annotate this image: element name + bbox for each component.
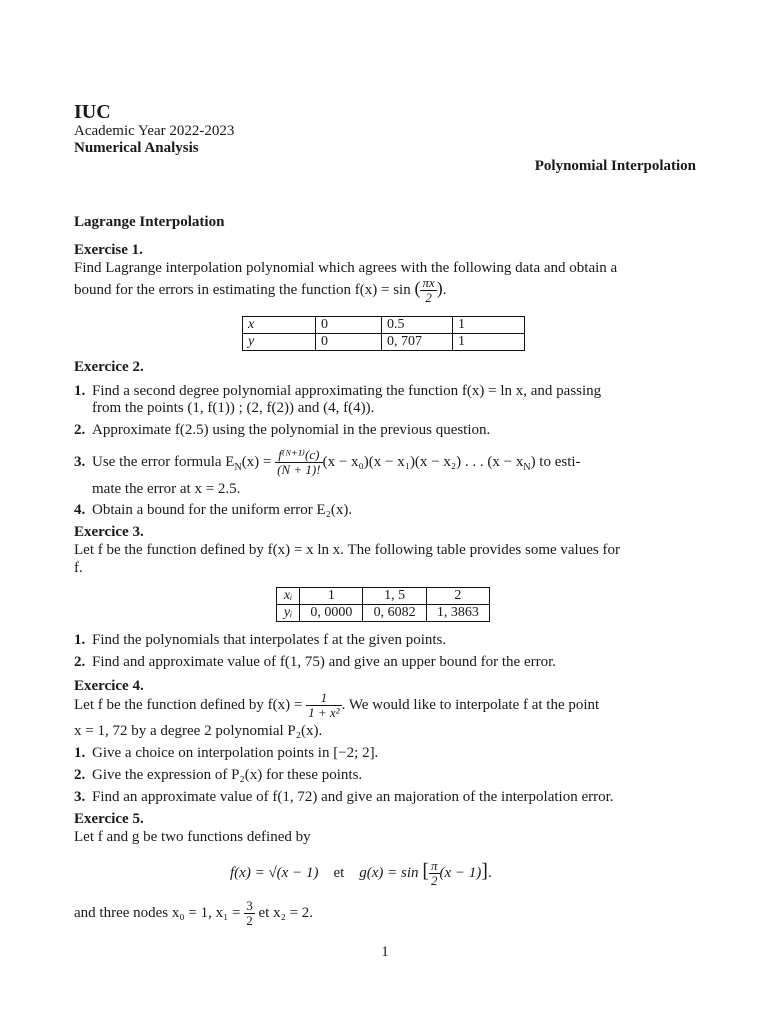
exercise-1-text-line1: Find Lagrange interpolation polynomial which agrees with the following data and obtain a (74, 260, 618, 276)
formula-f: f(x) = √(x − 1) (230, 865, 319, 881)
exercise-2-item-1-cont: from the points (1, f(1)) ; (2, f(2)) and (4, f(4)). (92, 400, 375, 416)
exercise-2-item-4: 4. Obtain a bound for the uniform error E₂(x). (74, 502, 353, 518)
exercise-1-text-line2: bound for the errors in estimating the function f(x) = sin ( $\frac{\pi x}{2}$ ). (74, 275, 447, 305)
table-cell: 0, 707 (382, 334, 453, 351)
exercise-4-item-2: 2. Give the expression of P₂(x) for these points. (74, 767, 363, 783)
table-cell: 0 (316, 317, 382, 334)
exercise-5-text-line1: Let f and g be two functions defined by (74, 829, 311, 845)
formula-g: g(x) = sin (359, 865, 419, 881)
section-title: Lagrange Interpolation (74, 214, 225, 230)
exercise-1-text: bound for the errors in estimating the function f(x) = sin (74, 281, 411, 298)
nodes-fraction: $\frac{3}{2}$ (246, 898, 253, 929)
exercise-4-text-line2: x = 1, 72 by a degree 2 polynomial P₂(x). (74, 723, 323, 739)
exercise-4-title: Exercice 4. (74, 678, 144, 694)
exercise-1-title: Exercise 1. (74, 242, 143, 258)
table-cell: 1, 3863 (426, 605, 489, 622)
table-cell: 1 (300, 588, 363, 605)
table-cell: 2 (426, 588, 489, 605)
table-row (243, 334, 525, 351)
exercise-1-data-table (242, 316, 525, 351)
exercise-2-item-3: 3. Use the error formula $E_N(x)$ = $\frac{\text{f⁽ᴺ⁺¹⁾(c)}}{(N + 1)!}$ (x − x₀)(x − x₁)(x − x₂) . . . $(x - x_N)$ to esti- (74, 447, 581, 478)
exercise-3-item-2: 2. Find and approximate value of f(1, 75) and give an upper bound for the error. (74, 654, 557, 670)
table-cell: yᵢ (277, 605, 300, 622)
table-row (277, 588, 490, 605)
document-page (74, 0, 696, 1024)
exercise-2-title: Exercice 2. (74, 359, 144, 375)
table-cell: 1 (453, 334, 525, 351)
table-row (243, 317, 525, 334)
error-formula-fraction: $\frac{\text{f⁽ᴺ⁺¹⁾(c)}}{(N + 1)!}$ (277, 447, 321, 478)
academic-year: Academic Year 2022-2023 (74, 123, 235, 139)
topic-title: Polynomial Interpolation (534, 158, 696, 174)
table-cell: 0 (316, 334, 382, 351)
page-number: 1 (381, 944, 389, 960)
exercise-1-fraction: $\frac{\pi x}{2}$ (422, 275, 435, 305)
formula-g-fraction: $\frac{\pi}{2}$ (430, 858, 438, 889)
table-cell: 0, 6082 (363, 605, 426, 622)
exercise-3-title: Exercice 3. (74, 524, 144, 540)
institution: IUC (74, 101, 111, 123)
exercise-2-item-1: 1. Find a second degree polynomial approximating the function f(x) = ln x, and passing (74, 383, 602, 399)
table-cell: 1 (453, 317, 525, 334)
table-row (277, 605, 490, 622)
exercise-4-item-1: 1. Give a choice on interpolation points in [−2; 2]. (74, 745, 379, 761)
table-cell: y (243, 334, 316, 351)
exercise-3-text-line1: Let f be the function defined by f(x) = x ln x. The following table provides some values for (74, 542, 620, 558)
exercise-2-item-2: 2. Approximate f(2.5) using the polynomial in the previous question. (74, 422, 491, 438)
exercise-2-item-3-cont: mate the error at x = 2.5. (92, 481, 241, 497)
et-word: et (333, 865, 345, 881)
exercise-3-text-line2: f. (74, 560, 83, 576)
exercise-4-item-3: 3. Find an approximate value of f(1, 72) and give an majoration of the interpolation error. (74, 789, 614, 805)
exercise-5-nodes: and three nodes x₀ = 1, x₁ = $\frac{3}{2}$ et x₂ = 2. (74, 898, 314, 929)
exercise-4-text-line1: Let f be the function defined by f(x) = $\frac{1}{\text{1 + x²}}$ . We would like to interpolate f at the point (74, 690, 600, 721)
exercise-3-item-1: 1. Find the polynomials that interpolates f at the given points. (74, 632, 447, 648)
table-cell: x (243, 317, 316, 334)
table-cell: xᵢ (277, 588, 300, 605)
exercise-4-fraction: $\frac{1}{\text{1 + x²}}$ (308, 690, 340, 721)
course-name: Numerical Analysis (74, 140, 199, 156)
table-cell: 1, 5 (363, 588, 426, 605)
table-cell: 0.5 (382, 317, 453, 334)
exercise-5-title: Exercice 5. (74, 811, 144, 827)
exercise-3-data-table (276, 587, 490, 622)
table-cell: 0, 0000 (300, 605, 363, 622)
exercise-5-definitions: f(x) = √(x − 1) et g(x) = sin [ $\frac{\pi}{2}$ (x − 1)]. (230, 858, 492, 889)
